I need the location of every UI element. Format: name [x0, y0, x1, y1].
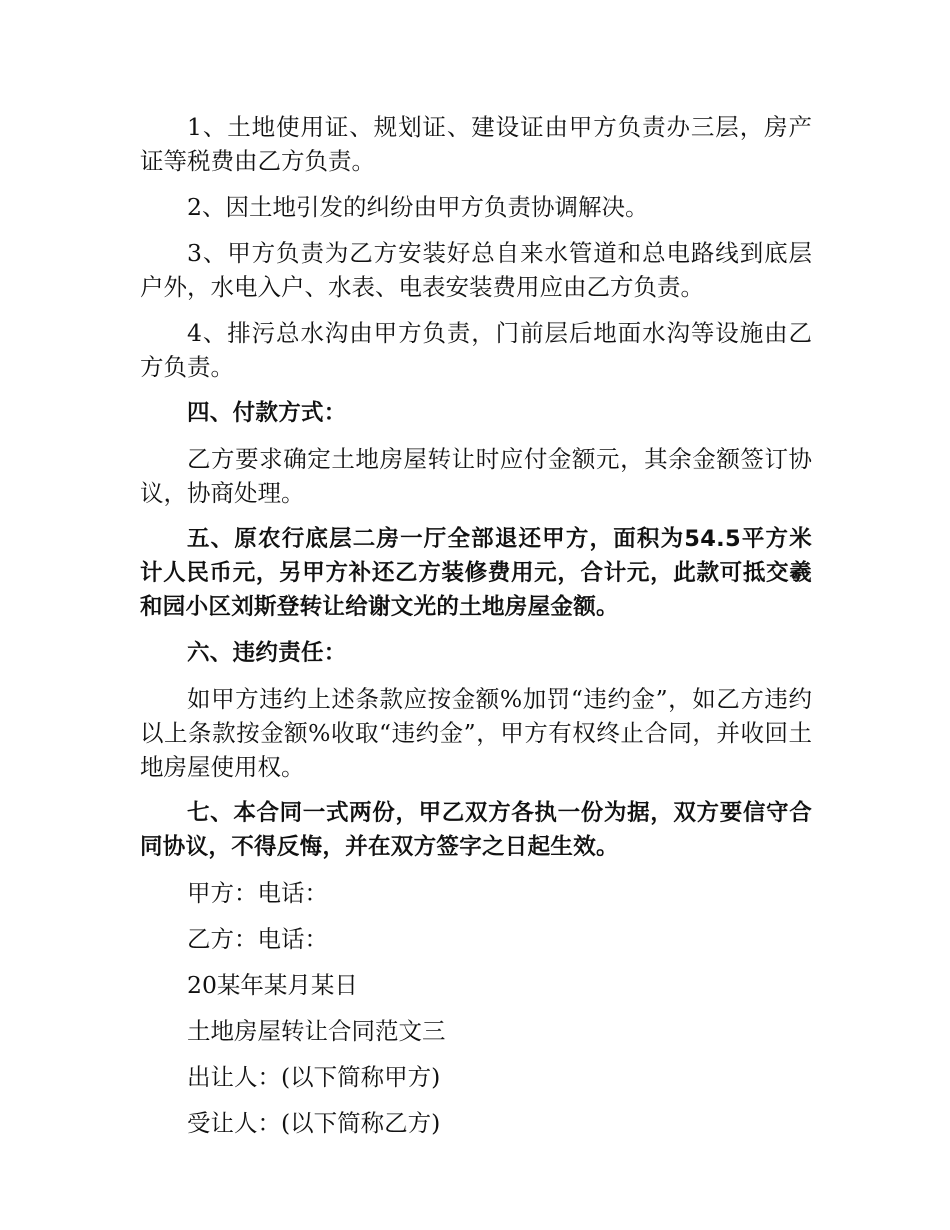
party-b-phone-line: 乙方：电话： [187, 925, 328, 953]
date-line: 20某年某月某日 [187, 971, 358, 999]
section-five-return-property: 五、原农行底层二房一厅全部退还甲方，面积为54.5平方米计人民币元，另甲方补还乙方装修费用元，合计元，此款可抵交羲和园小区刘斯登转让给谢文光的土地房屋金额。 [140, 526, 812, 620]
breach-terms: 如甲方违约上述条款应按金额%加罚“违约金”，如乙方违约以上条款按金额%收取“违约金”，甲方有权终止合同，并收回土地房屋使用权。 [140, 685, 812, 781]
document-body [140, 110, 812, 1152]
transferor-line: 出让人：(以下简称甲方) [187, 1063, 441, 1091]
clause-4-drainage: 4、排污总水沟由甲方负责，门前层后地面水沟等设施由乙方负责。 [140, 319, 812, 381]
section-heading-payment: 四、付款方式： [187, 400, 347, 426]
clause-1-land-certificates: 1、土地使用证、规划证、建设证由甲方负责办三层，房产证等税费由乙方负责。 [140, 113, 812, 175]
party-a-phone-line: 甲方：电话： [187, 879, 328, 907]
section-seven-copies: 七、本合同一式两份，甲乙双方各执一份为据，双方要信守合同协议，不得反悔，并在双方签字之日起生效。 [140, 800, 812, 860]
clause-2-land-disputes: 2、因土地引发的纠纷由甲方负责协调解决。 [187, 193, 649, 221]
payment-terms: 乙方要求确定土地房屋转让时应付金额元，其余金额签订协议，协商处理。 [140, 445, 812, 507]
clause-3-water-electric: 3、甲方负责为乙方安装好总自来水管道和总电路线到底层户外，水电入户、水表、电表安装费用应由乙方负责。 [140, 239, 812, 301]
template-three-title: 土地房屋转让合同范文三 [187, 1017, 446, 1045]
transferee-line: 受让人：(以下简称乙方) [187, 1109, 441, 1137]
section-heading-breach: 六、违约责任： [187, 640, 347, 666]
